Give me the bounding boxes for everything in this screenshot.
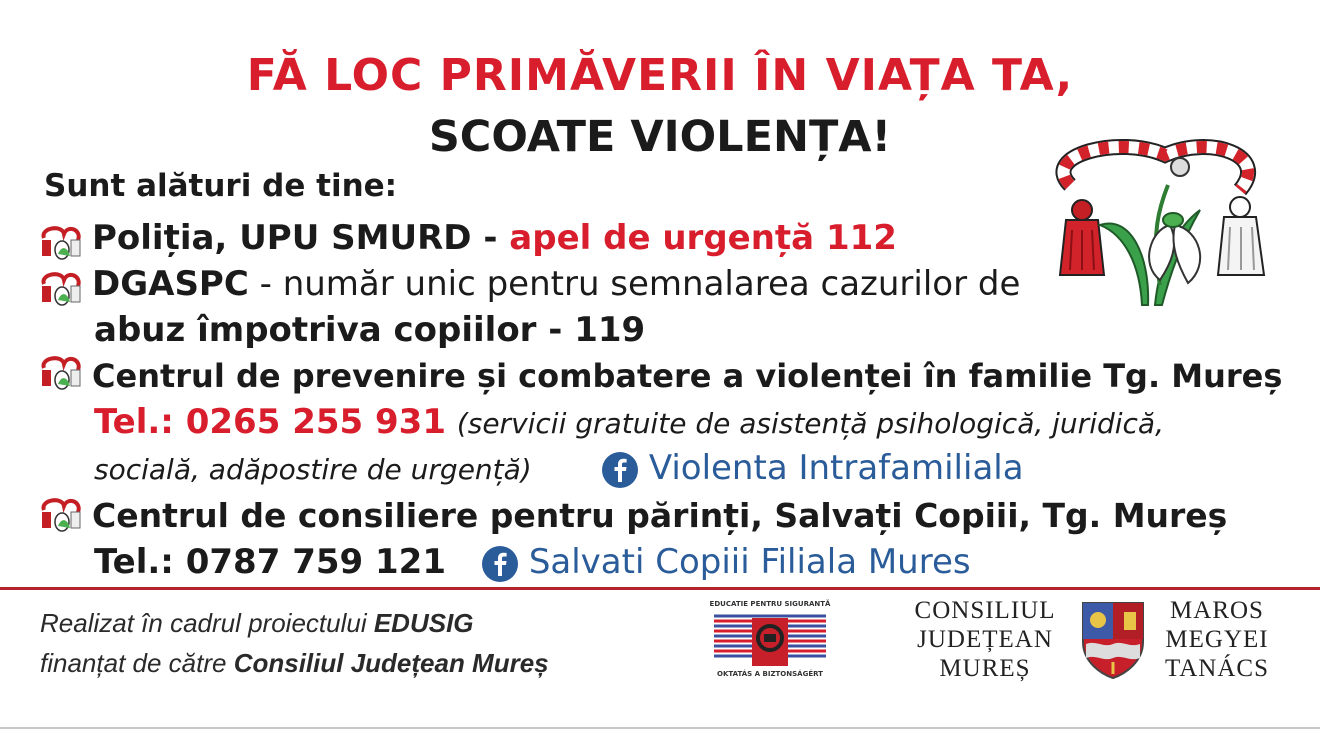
- footer-line-1: [40, 608, 474, 639]
- martisor-bullet-icon: [38, 354, 84, 394]
- council-name-hu: [1152, 596, 1282, 683]
- child-abuse-number: abuz împotriva copiilor - 119: [94, 310, 646, 350]
- edusig-emblem: [708, 608, 832, 670]
- dgaspc-label: DGASPC: [92, 264, 249, 304]
- violence-center-contact: [94, 402, 1164, 442]
- title-line-1: FĂ LOC PRIMĂVERII ÎN VIAȚA TA,: [246, 50, 1074, 101]
- police-label: Poliția, UPU SMURD -: [92, 218, 510, 258]
- edusig-bottom-text: OKTATÁS A BIZTONSÁGÉRT: [717, 670, 823, 678]
- martisor-bullet-icon: [38, 270, 84, 310]
- list-item-police: [92, 218, 897, 258]
- counseling-center-name: Centrul de consiliere pentru părinți, Salvați Copiii, Tg. Mureș: [92, 496, 1228, 535]
- violence-center-extra: [94, 448, 532, 488]
- emergency-number: apel de urgență 112: [509, 218, 897, 258]
- council-hu-line-2: MEGYEI: [1165, 626, 1269, 653]
- council-hu-line-1: MAROS: [1170, 597, 1264, 624]
- violence-center-name: Centrul de prevenire și combatere a violenței în familie Tg. Mureș: [92, 357, 1283, 395]
- facebook-page-salvati[interactable]: Salvati Copiii Filiala Mures: [528, 542, 971, 582]
- edusig-logo: [708, 600, 832, 682]
- funder-name: Consiliul Județean Mureș: [233, 648, 549, 678]
- council-ro-line-3: MUREȘ: [939, 655, 1031, 682]
- county-coat-of-arms: [1080, 600, 1146, 680]
- footer-line-2: [40, 648, 549, 679]
- list-item-dgaspc: [92, 264, 1020, 304]
- facebook-icon: [482, 546, 518, 582]
- council-ro-line-2: JUDEȚEAN: [917, 626, 1053, 653]
- counseling-center-phone: Tel.: 0787 759 121: [94, 542, 446, 582]
- facebook-icon: [602, 452, 638, 488]
- project-name: EDUSIG: [373, 608, 474, 638]
- bottom-border: [0, 727, 1320, 729]
- violence-center-services-2: socială, adăpostire de urgență): [94, 453, 532, 486]
- footer-divider: [0, 587, 1320, 590]
- martisor-bullet-icon: [38, 224, 84, 264]
- footer-line-1-text: Realizat în cadrul proiectului: [40, 608, 374, 638]
- dgaspc-text: - număr unic pentru semnalarea cazurilor de: [248, 264, 1021, 304]
- council-hu-line-3: TANÁCS: [1164, 655, 1269, 682]
- martisor-snowdrop-illustration: [1030, 135, 1280, 310]
- edusig-top-text: EDUCATIE PENTRU SIGURANTĂ: [709, 600, 831, 608]
- intro-heading: Sunt alături de tine:: [44, 168, 398, 204]
- council-ro-line-1: CONSILIUL: [914, 597, 1056, 624]
- title-line-2: SCOATE VIOLENȚA!: [428, 112, 892, 162]
- violence-center-phone: Tel.: 0265 255 931: [94, 402, 446, 442]
- facebook-link-salvati[interactable]: [482, 542, 971, 582]
- council-name-ro: [900, 596, 1070, 683]
- violence-center-services: (servicii gratuite de asistență psihologică, juridică,: [456, 407, 1164, 440]
- martisor-bullet-icon: [38, 496, 84, 536]
- facebook-page-violence[interactable]: Violenta Intrafamiliala: [648, 448, 1024, 488]
- facebook-link-violence[interactable]: [602, 448, 1024, 488]
- footer-line-2-text: finanțat de către: [40, 648, 234, 678]
